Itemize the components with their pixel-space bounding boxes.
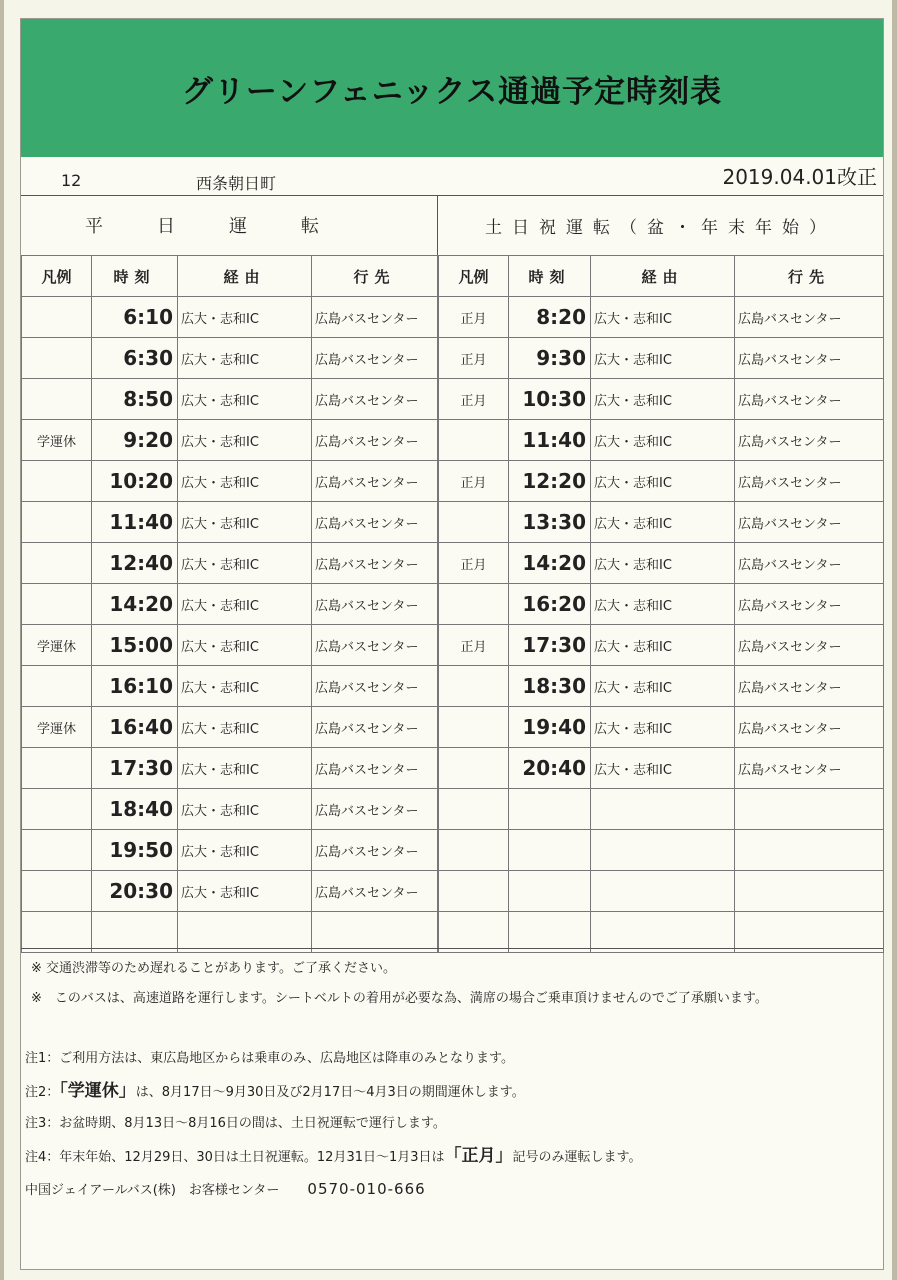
cell-time: 12:20 bbox=[509, 461, 591, 502]
cell-via: 広大・志和IC bbox=[591, 338, 735, 379]
col-note: 凡例 bbox=[439, 256, 509, 297]
table-row bbox=[22, 297, 438, 338]
cell-via: 広大・志和IC bbox=[178, 379, 312, 420]
table-row bbox=[439, 625, 884, 666]
cell-dest: 広島バスセンター bbox=[312, 707, 438, 748]
table-row bbox=[22, 461, 438, 502]
table-row bbox=[22, 748, 438, 789]
cell-dest: 広島バスセンター bbox=[735, 707, 884, 748]
cell-dest: 広島バスセンター bbox=[312, 297, 438, 338]
cell-via: 広大・志和IC bbox=[591, 543, 735, 584]
cell-time: 19:40 bbox=[509, 707, 591, 748]
table-row bbox=[439, 543, 884, 584]
cell-note: 学運休 bbox=[22, 707, 92, 748]
cell-via: 広大・志和IC bbox=[178, 789, 312, 830]
note-school-holiday: 注2：「学運休」は、8月17日～9月30日及び2月17日～4月3日の期間運休します。 bbox=[25, 1081, 525, 1101]
cell-note: 正月 bbox=[439, 461, 509, 502]
table-row bbox=[22, 830, 438, 871]
cell-note bbox=[439, 748, 509, 789]
cell-via bbox=[591, 830, 735, 871]
cell-time bbox=[509, 871, 591, 912]
cell-note bbox=[22, 584, 92, 625]
contact-info: 中国ジェイアールバス(株) お客様センター 0570-010-666 bbox=[25, 1180, 426, 1198]
cell-via: 広大・志和IC bbox=[178, 748, 312, 789]
table-row bbox=[439, 420, 884, 461]
table-row bbox=[439, 666, 884, 707]
cell-note: 正月 bbox=[439, 379, 509, 420]
cell-time: 16:10 bbox=[92, 666, 178, 707]
cell-dest bbox=[735, 912, 884, 953]
cell-time bbox=[92, 912, 178, 953]
cell-time: 6:10 bbox=[92, 297, 178, 338]
table-row bbox=[22, 502, 438, 543]
cell-time bbox=[509, 912, 591, 953]
cell-time: 20:30 bbox=[92, 871, 178, 912]
cell-via: 広大・志和IC bbox=[178, 707, 312, 748]
table-row bbox=[439, 830, 884, 871]
cell-note bbox=[439, 502, 509, 543]
cell-dest: 広島バスセンター bbox=[312, 666, 438, 707]
cell-via: 広大・志和IC bbox=[591, 379, 735, 420]
cell-time: 18:30 bbox=[509, 666, 591, 707]
cell-via: 広大・志和IC bbox=[178, 338, 312, 379]
cell-dest: 広島バスセンター bbox=[312, 338, 438, 379]
table-row bbox=[22, 543, 438, 584]
cell-via: 広大・志和IC bbox=[178, 543, 312, 584]
table-row bbox=[439, 748, 884, 789]
cell-time bbox=[509, 830, 591, 871]
cell-note bbox=[22, 830, 92, 871]
cell-time: 9:30 bbox=[509, 338, 591, 379]
table-row bbox=[439, 789, 884, 830]
cell-note bbox=[22, 543, 92, 584]
cell-via: 広大・志和IC bbox=[591, 666, 735, 707]
cell-note bbox=[439, 912, 509, 953]
cell-note bbox=[22, 748, 92, 789]
cell-time: 8:20 bbox=[509, 297, 591, 338]
cell-time: 18:40 bbox=[92, 789, 178, 830]
table-row bbox=[22, 625, 438, 666]
cell-via: 広大・志和IC bbox=[591, 297, 735, 338]
col-dest: 行先 bbox=[735, 256, 884, 297]
table-row bbox=[22, 912, 438, 953]
cell-time: 19:50 bbox=[92, 830, 178, 871]
cell-via: 広大・志和IC bbox=[178, 625, 312, 666]
weekday-table bbox=[21, 255, 438, 953]
cell-time: 13:30 bbox=[509, 502, 591, 543]
cell-via: 広大・志和IC bbox=[178, 666, 312, 707]
table-row bbox=[439, 871, 884, 912]
cell-note bbox=[22, 871, 92, 912]
table-row bbox=[22, 871, 438, 912]
cell-note bbox=[439, 707, 509, 748]
cell-time: 6:30 bbox=[92, 338, 178, 379]
cell-time: 8:50 bbox=[92, 379, 178, 420]
col-time: 時刻 bbox=[509, 256, 591, 297]
table-row bbox=[439, 707, 884, 748]
cell-via bbox=[178, 912, 312, 953]
cell-dest: 広島バスセンター bbox=[735, 338, 884, 379]
cell-note bbox=[22, 338, 92, 379]
cell-via: 広大・志和IC bbox=[591, 707, 735, 748]
note-usage: 注1：ご利用方法は、東広島地区からは乗車のみ、広島地区は降車のみとなります。 bbox=[25, 1051, 515, 1066]
cell-note: 正月 bbox=[439, 625, 509, 666]
weekday-header: 平日運転 bbox=[21, 195, 438, 256]
cell-via: 広大・志和IC bbox=[178, 584, 312, 625]
cell-time: 11:40 bbox=[509, 420, 591, 461]
cell-note bbox=[439, 666, 509, 707]
col-via: 経由 bbox=[178, 256, 312, 297]
cell-dest: 広島バスセンター bbox=[735, 584, 884, 625]
cell-dest: 広島バスセンター bbox=[312, 502, 438, 543]
cell-via: 広大・志和IC bbox=[178, 502, 312, 543]
cell-dest: 広島バスセンター bbox=[312, 830, 438, 871]
cell-note bbox=[22, 789, 92, 830]
holiday-table bbox=[438, 255, 884, 953]
cell-via bbox=[591, 912, 735, 953]
cell-via: 広大・志和IC bbox=[591, 584, 735, 625]
note-new-year: 注4：年末年始、12月29日、30日は土日祝運転。12月31日～1月3日は「正月」記号のみ運転します。 bbox=[25, 1146, 642, 1166]
cell-time bbox=[509, 789, 591, 830]
cell-time: 16:40 bbox=[92, 707, 178, 748]
cell-via bbox=[591, 871, 735, 912]
note-obon: 注3：お盆時期、8月13日～8月16日の間は、土日祝運転で運行します。 bbox=[25, 1116, 446, 1131]
cell-note: 正月 bbox=[439, 297, 509, 338]
cell-dest bbox=[735, 789, 884, 830]
cell-dest bbox=[312, 912, 438, 953]
cell-dest: 広島バスセンター bbox=[312, 379, 438, 420]
cell-time: 20:40 bbox=[509, 748, 591, 789]
stop-name: 西条朝日町 bbox=[196, 174, 277, 193]
table-row bbox=[439, 338, 884, 379]
col-via: 経由 bbox=[591, 256, 735, 297]
table-row bbox=[22, 789, 438, 830]
cell-time: 14:20 bbox=[509, 543, 591, 584]
cell-note bbox=[439, 584, 509, 625]
contact-phone: 0570-010-666 bbox=[307, 1180, 426, 1198]
cell-note bbox=[439, 789, 509, 830]
notes-section bbox=[21, 948, 883, 1198]
cell-dest: 広島バスセンター bbox=[312, 584, 438, 625]
cell-dest: 広島バスセンター bbox=[735, 420, 884, 461]
col-time: 時刻 bbox=[92, 256, 178, 297]
cell-time: 12:40 bbox=[92, 543, 178, 584]
cell-dest: 広島バスセンター bbox=[312, 748, 438, 789]
cell-note bbox=[22, 379, 92, 420]
cell-note bbox=[22, 502, 92, 543]
cell-dest bbox=[735, 830, 884, 871]
cell-time: 16:20 bbox=[509, 584, 591, 625]
table-row bbox=[22, 707, 438, 748]
cell-time: 10:30 bbox=[509, 379, 591, 420]
table-row bbox=[439, 379, 884, 420]
title-banner bbox=[21, 19, 883, 157]
table-row bbox=[22, 666, 438, 707]
holiday-header: 土日祝運転（盆・年末年始） bbox=[438, 195, 883, 256]
cell-dest: 広島バスセンター bbox=[735, 625, 884, 666]
cell-time: 17:30 bbox=[92, 748, 178, 789]
cell-note bbox=[439, 420, 509, 461]
table-row bbox=[22, 379, 438, 420]
cell-time: 14:20 bbox=[92, 584, 178, 625]
cell-dest: 広島バスセンター bbox=[735, 502, 884, 543]
cell-via: 広大・志和IC bbox=[178, 420, 312, 461]
note-seatbelt: ※ このバスは、高速道路を運行します。シートベルトの着用が必要な為、満席の場合ご乗車頂けませんのでご了承願います。 bbox=[31, 991, 768, 1006]
table-row bbox=[22, 584, 438, 625]
table-row bbox=[439, 461, 884, 502]
table-row bbox=[439, 584, 884, 625]
cell-dest: 広島バスセンター bbox=[312, 625, 438, 666]
table-row bbox=[439, 297, 884, 338]
cell-dest: 広島バスセンター bbox=[735, 461, 884, 502]
cell-time: 10:20 bbox=[92, 461, 178, 502]
cell-via bbox=[591, 789, 735, 830]
cell-note bbox=[22, 461, 92, 502]
revision-date: 2019.04.01改正 bbox=[722, 165, 877, 189]
cell-note bbox=[439, 871, 509, 912]
timetable-sheet bbox=[20, 18, 884, 1270]
cell-via: 広大・志和IC bbox=[178, 830, 312, 871]
cell-via: 広大・志和IC bbox=[591, 502, 735, 543]
timetable-board bbox=[4, 0, 892, 1280]
stop-info bbox=[21, 157, 883, 196]
cell-via: 広大・志和IC bbox=[591, 461, 735, 502]
cell-dest: 広島バスセンター bbox=[735, 297, 884, 338]
cell-time: 17:30 bbox=[509, 625, 591, 666]
cell-dest: 広島バスセンター bbox=[312, 789, 438, 830]
col-dest: 行先 bbox=[312, 256, 438, 297]
cell-note bbox=[22, 912, 92, 953]
route-number: 12 bbox=[61, 171, 82, 190]
table-row bbox=[22, 338, 438, 379]
cell-dest: 広島バスセンター bbox=[735, 379, 884, 420]
cell-via: 広大・志和IC bbox=[178, 297, 312, 338]
cell-dest: 広島バスセンター bbox=[312, 420, 438, 461]
col-note: 凡例 bbox=[22, 256, 92, 297]
cell-via: 広大・志和IC bbox=[178, 461, 312, 502]
table-row bbox=[439, 912, 884, 953]
cell-note bbox=[22, 666, 92, 707]
cell-dest: 広島バスセンター bbox=[312, 871, 438, 912]
cell-time: 11:40 bbox=[92, 502, 178, 543]
cell-note bbox=[22, 297, 92, 338]
cell-dest bbox=[735, 871, 884, 912]
cell-dest: 広島バスセンター bbox=[312, 543, 438, 584]
cell-note bbox=[439, 830, 509, 871]
cell-dest: 広島バスセンター bbox=[735, 748, 884, 789]
cell-dest: 広島バスセンター bbox=[735, 666, 884, 707]
table-row bbox=[22, 420, 438, 461]
cell-note: 学運休 bbox=[22, 625, 92, 666]
page-title: グリーンフェニックス通過予定時刻表 bbox=[181, 73, 723, 110]
cell-via: 広大・志和IC bbox=[591, 748, 735, 789]
cell-via: 広大・志和IC bbox=[591, 625, 735, 666]
cell-dest: 広島バスセンター bbox=[312, 461, 438, 502]
cell-note: 正月 bbox=[439, 338, 509, 379]
cell-note: 正月 bbox=[439, 543, 509, 584]
cell-time: 9:20 bbox=[92, 420, 178, 461]
cell-dest: 広島バスセンター bbox=[735, 543, 884, 584]
cell-via: 広大・志和IC bbox=[591, 420, 735, 461]
cell-note: 学運休 bbox=[22, 420, 92, 461]
cell-via: 広大・志和IC bbox=[178, 871, 312, 912]
cell-time: 15:00 bbox=[92, 625, 178, 666]
note-delay: ※ 交通渋滞等のため遅れることがあります。ご了承ください。 bbox=[31, 961, 396, 976]
table-row bbox=[439, 502, 884, 543]
